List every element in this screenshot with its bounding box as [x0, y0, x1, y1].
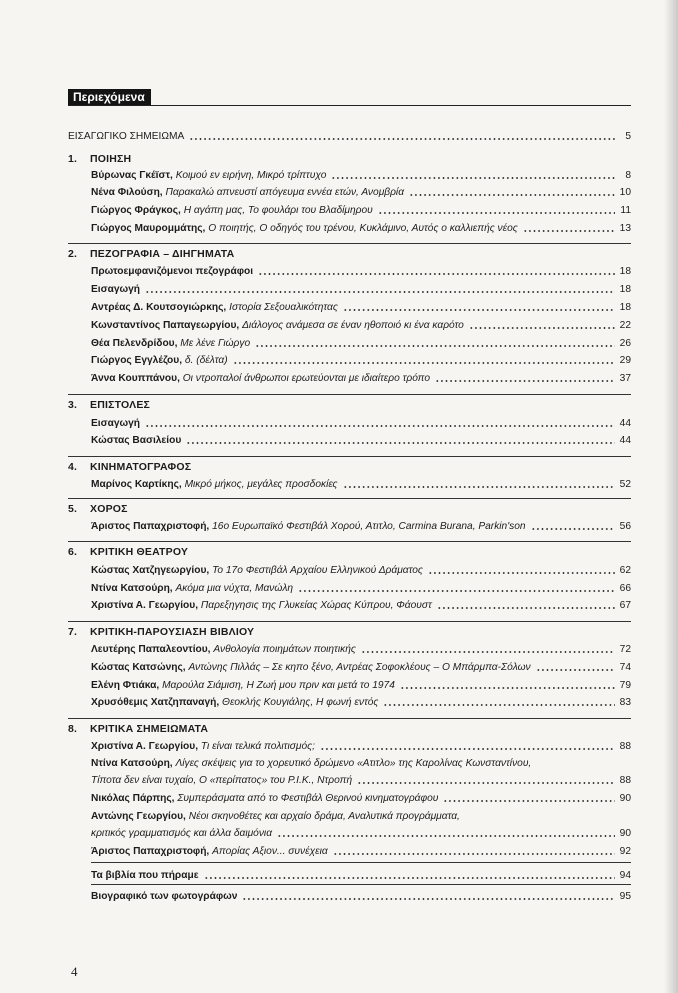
dot-leader [233, 362, 615, 364]
work-title: Παρεξηγησις της Γλυκείας Χώρας Κύπρου, Φάουστ [200, 600, 432, 611]
toc-entry-continuation[interactable] [91, 772, 631, 787]
dot-leader [189, 138, 616, 140]
author-name: Κωνσταντίνος Παπαγεωργίου, [91, 320, 240, 331]
page-number: 62 [619, 565, 631, 576]
author-name: Χρυσόθεμις Χατζηπαναγή, [91, 697, 220, 708]
toc-entry[interactable] [91, 659, 631, 674]
author-name: Κώστας Κατσώνης, [91, 662, 186, 673]
dot-leader [469, 327, 615, 329]
author-name: Κώστας Βασιλείου [91, 435, 182, 446]
toc-entry[interactable] [91, 184, 631, 199]
author-name: Άριστος Παπαχριστοφή, [91, 521, 210, 532]
page-edge-shadow [664, 0, 678, 993]
section-divider [68, 541, 631, 542]
author-name: Εισαγωγή [91, 418, 141, 429]
section-heading: 1. ΠΟΙΗΣΗ [68, 153, 132, 165]
dot-leader [443, 800, 614, 802]
work-title: Νέοι σκηνοθέτες και αρχαίο δράμα, Αναλυτικά προγράμματα, [188, 811, 460, 822]
page-number: 83 [619, 697, 631, 708]
work-title: Παρακαλώ απνευστί απόγευμα εννέα ετών, Ανομβρία [165, 187, 404, 198]
work-title: Ο ποιητής, Ο οδηγός του τρένου, Κυκλάμινο, Αυτός ο καλλιεπής νέος [208, 223, 518, 234]
work-title: 16ο Ευρωπαϊκό Φεστιβάλ Χορού, Ατιτλο, Carmina Burana, Parkin'son [212, 521, 526, 532]
page-number: 37 [619, 373, 631, 384]
dot-leader [258, 273, 615, 275]
page-number: 8 [625, 170, 631, 181]
toc-entry[interactable] [91, 281, 631, 296]
author-name: Χριστίνα Α. Γεωργίου, [91, 741, 199, 752]
work-title: δ. (δέλτα) [184, 355, 228, 366]
author-name: Γιώργος Φράγκος, [91, 205, 181, 216]
toc-entry-continuation[interactable] [91, 825, 631, 840]
author-name: Αντώνης Γεωργίου, [91, 811, 186, 822]
contents-header [68, 89, 631, 106]
dot-leader [400, 687, 615, 689]
page-number: 5 [625, 131, 631, 142]
work-title: Η αγάπη μας, Το φουλάρι του Βλαδίμηρου [183, 205, 373, 216]
work-title: Μαρούλα Σιάμιση, Η Ζωή μου πριν και μετά το 1974 [162, 680, 395, 691]
author-name: Αντρέας Δ. Κουτσογιώρκης, [91, 302, 227, 313]
work-title: Τι είναι τελικά πολιτισμός; [200, 741, 315, 752]
toc-entry[interactable] [91, 790, 631, 805]
author-name: Θέα Πελενδρίδου, [91, 338, 178, 349]
section-heading: 6. ΚΡΙΤΙΚΗ ΘΕΑΤΡΟΥ [68, 546, 189, 558]
dot-leader [409, 194, 615, 196]
page-number: 18 [619, 302, 631, 313]
author-name: Χριστίνα Α. Γεωργίου, [91, 600, 199, 611]
section-number: 4. [68, 461, 78, 473]
toc-entry[interactable] [91, 694, 631, 709]
toc-intro-label: ΕΙΣΑΓΩΓΙΚΟ ΣΗΜΕΙΩΜΑ [68, 131, 185, 142]
toc-entry[interactable] [91, 263, 631, 278]
page-folio: 4 [71, 964, 78, 979]
page-number: 22 [619, 320, 631, 331]
work-title: κριτικός γραμματισμός και άλλα δαιμόνια [91, 828, 273, 839]
section-divider [68, 394, 631, 395]
toc-entry[interactable] [91, 677, 631, 692]
page-number: 67 [619, 600, 631, 611]
section-heading: 7. ΚΡΙΤΙΚΗ-ΠΑΡΟΥΣΙΑΣΗ ΒΙΒΛΙΟΥ [68, 626, 255, 638]
page-number: 88 [619, 775, 631, 786]
dot-leader [277, 835, 615, 837]
page-number: 10 [619, 187, 631, 198]
section-number: 1. [68, 153, 78, 165]
author-name: Βιογραφικό των φωτογράφων [91, 891, 238, 902]
page-number: 92 [619, 846, 631, 857]
toc-entry[interactable] [91, 370, 631, 385]
work-title: Το 17ο Φεστιβάλ Αρχαίου Ελληνικού Δράματος [212, 565, 423, 576]
dot-leader [320, 748, 615, 750]
author-name: Λευτέρης Παπαλεοντίου, [91, 644, 211, 655]
page-number: 94 [619, 870, 631, 881]
author-name: Τα βιβλία που πήραμε [91, 870, 199, 881]
work-title: Με λένε Γιώργο [180, 338, 251, 349]
author-name: Άννα Κουππάνου, [91, 373, 180, 384]
dot-leader [523, 230, 615, 232]
work-title: Αντώνης Πιλλάς – Σε κηπο ξένο, Αντρέας Σοφοκλέους – Ο Μπάρμπα-Σόλων [188, 662, 531, 673]
work-title: Ιστορία Σεξουαλικότητας [229, 302, 338, 313]
section-number: 8. [68, 723, 78, 735]
dot-leader [331, 177, 616, 179]
section-heading: 2. ΠΕΖΟΓΡΑΦΙΑ – ΔΙΗΓΗΜΑΤΑ [68, 248, 235, 260]
work-title: Κοιμού εν ειρήνη, Μικρό τρίπτυχο [175, 170, 327, 181]
dot-leader [186, 442, 614, 444]
toc-entry[interactable] [91, 597, 631, 612]
work-title: Θεοκλής Κουγιάλης, Η φωνή εντός [222, 697, 379, 708]
author-name: Πρωτοεμφανιζόμενοι πεζογράφοι [91, 266, 254, 277]
section-number: 7. [68, 626, 78, 638]
toc-entry[interactable] [91, 317, 631, 332]
section-heading: 4. ΚΙΝΗΜΑΤΟΓΡΑΦΟΣ [68, 461, 192, 473]
toc-entry[interactable] [91, 299, 631, 314]
toc-entry[interactable] [91, 220, 631, 235]
author-name: Εισαγωγή [91, 284, 141, 295]
toc-entry[interactable] [91, 352, 631, 367]
work-title: Συμπεράσματα από το Φεστιβάλ Θερινού κινηματογράφου [177, 793, 439, 804]
author-name: Γιώργος Μαυρομμάτης, [91, 223, 206, 234]
section-heading: 3. ΕΠΙΣΤΟΛΕΣ [68, 399, 151, 411]
page-number: 26 [619, 338, 631, 349]
dot-leader [383, 704, 614, 706]
section-heading: 8. ΚΡΙΤΙΚΑ ΣΗΜΕΙΩΜΑΤΑ [68, 723, 209, 735]
work-title: Διάλογος ανάμεσα σε έναν ηθοποιό κι ένα καρότο [242, 320, 464, 331]
work-title: Απορίας Αξιον... συνέχεια [212, 846, 328, 857]
toc-intro[interactable] [68, 128, 631, 143]
toc-entry[interactable] [91, 843, 631, 858]
section-divider [68, 456, 631, 457]
toc-extra[interactable] [91, 867, 631, 882]
dot-leader [145, 425, 615, 427]
page-number: 44 [619, 418, 631, 429]
dot-leader [242, 898, 614, 900]
dot-leader [204, 877, 615, 879]
author-name: Ντίνα Κατσούρη, [91, 583, 173, 594]
page-number: 44 [619, 435, 631, 446]
author-name: Μαρίνος Καρτίκης, [91, 479, 182, 490]
dot-leader [343, 309, 615, 311]
dot-leader [435, 380, 615, 382]
page-number: 56 [619, 521, 631, 532]
dot-leader [357, 782, 615, 784]
author-name: Ντίνα Κατσούρη, [91, 758, 173, 769]
page-number: 18 [619, 266, 631, 277]
dot-leader [333, 853, 615, 855]
section-divider [91, 862, 631, 863]
section-divider [68, 243, 631, 244]
author-name: Νένα Φιλούση, [91, 187, 163, 198]
section-divider [68, 718, 631, 719]
section-divider [91, 884, 631, 885]
work-title: Οι ντροπαλοί άνθρωποι ερωτεύονται με ιδιαίτερο τρόπο [182, 373, 431, 384]
dot-leader [343, 486, 615, 488]
dot-leader [531, 528, 615, 530]
page-number: 95 [619, 891, 631, 902]
toc-entry[interactable] [91, 518, 631, 533]
dot-leader [361, 651, 615, 653]
toc-entry[interactable] [91, 415, 631, 430]
page-number: 11 [620, 205, 631, 216]
section-divider [68, 621, 631, 622]
toc-entry[interactable] [91, 432, 631, 447]
dot-leader [536, 669, 615, 671]
page-number: 88 [619, 741, 631, 752]
toc-entry[interactable] [91, 755, 631, 770]
section-number: 6. [68, 546, 78, 558]
page-number: 90 [619, 828, 631, 839]
dot-leader [428, 572, 615, 574]
section-number: 2. [68, 248, 78, 260]
section-number: 3. [68, 399, 78, 411]
page-number: 52 [619, 479, 631, 490]
page-number: 29 [619, 355, 631, 366]
author-name: Γιώργος Εγγλέζου, [91, 355, 183, 366]
dot-leader [255, 345, 615, 347]
dot-leader [145, 291, 615, 293]
section-heading: 5. ΧΟΡΟΣ [68, 503, 128, 515]
dot-leader [437, 607, 615, 609]
work-title: Μικρό μήκος, μεγάλες προσδοκίες [184, 479, 338, 490]
toc-entry[interactable] [91, 808, 631, 823]
author-name: Ελένη Φτιάκα, [91, 680, 160, 691]
author-name: Κώστας Χατζηγεωργίου, [91, 565, 210, 576]
author-name: Νικόλας Πάρπης, [91, 793, 175, 804]
work-title: Ανθολογία ποιημάτων ποιητικής [213, 644, 356, 655]
dot-leader [378, 212, 616, 214]
toc-entry[interactable] [91, 202, 631, 217]
section-number: 5. [68, 503, 78, 515]
toc-entry[interactable] [91, 562, 631, 577]
toc-extra[interactable] [91, 888, 631, 903]
author-name: Βύρωνας Γκέϊστ, [91, 170, 173, 181]
work-title: Ακόμα μια νύχτα, Μανώλη [175, 583, 293, 594]
work-title: Λίγες σκέψεις για το χορευτικό δρώμενο «Ατιτλο» της Καρολίνας Κωνσταντίνου, [175, 758, 532, 769]
toc-entry[interactable] [91, 167, 631, 182]
toc-entry[interactable] [91, 580, 631, 595]
toc-entry[interactable] [91, 738, 631, 753]
section-divider [68, 498, 631, 499]
author-name: Άριστος Παπαχριστοφή, [91, 846, 210, 857]
page-number: 13 [619, 223, 631, 234]
page-number: 90 [619, 793, 631, 804]
dot-leader [298, 590, 615, 592]
page-number: 66 [619, 583, 631, 594]
toc-entry[interactable] [91, 335, 631, 350]
work-title: Τίποτα δεν είναι τυχαίο, Ο «περίπατος» του Ρ.Ι.Κ., Ντροπή [91, 775, 353, 786]
page-number: 79 [619, 680, 631, 691]
page-number: 18 [619, 284, 631, 295]
contents-title: Περιεχόμενα [68, 89, 151, 105]
toc-entry[interactable] [91, 641, 631, 656]
page-number: 72 [619, 644, 631, 655]
toc-entry[interactable] [91, 476, 631, 491]
page-number: 74 [619, 662, 631, 673]
